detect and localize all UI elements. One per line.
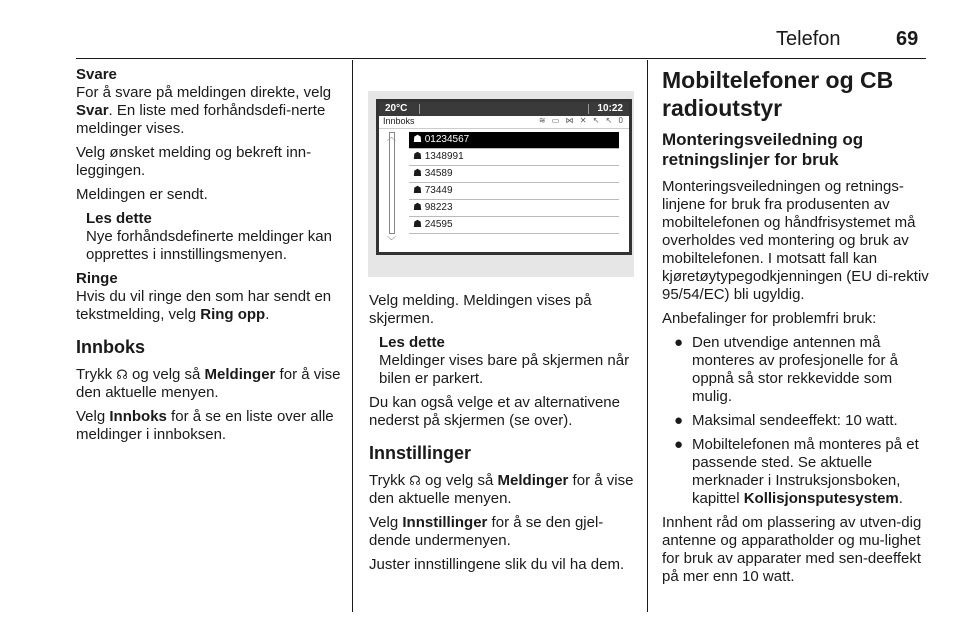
message-row[interactable]	[409, 217, 619, 234]
innstillinger-paragraph-2	[369, 514, 637, 550]
message-list	[409, 132, 619, 234]
screen-title-bar	[379, 116, 629, 129]
contact-icon: ☗	[413, 202, 425, 213]
contact-icon: ☗	[413, 151, 425, 162]
innboks-heading: Innboks	[76, 337, 146, 357]
list-item-text: Mobiltelefonen må monteres på et passende sted. Se aktuelle merknader i Instruksjonsboken, kapittel	[692, 436, 919, 507]
screen-status-bar	[379, 102, 629, 116]
contact-icon: ☗	[413, 185, 425, 196]
message-sender: 98223	[424, 202, 453, 213]
running-header-title: Telefon	[776, 28, 841, 50]
note-box	[86, 210, 342, 264]
divider	[588, 104, 589, 114]
message-row[interactable]	[409, 132, 619, 149]
innstillinger-heading: Innstillinger	[369, 443, 472, 463]
text: og velg så	[127, 366, 205, 383]
middle-column	[369, 292, 637, 580]
phone-icon: ☊	[409, 473, 421, 488]
text: .	[265, 306, 270, 323]
status-icons: ≋ ▭ ⋈ ✕ ↖ ↖ 0	[538, 116, 625, 125]
ring-opp-term: Ring opp	[200, 306, 266, 323]
svare-paragraph-1	[76, 84, 342, 138]
svare-heading: Svare	[76, 66, 117, 83]
scroll-up-icon[interactable]: ︿	[387, 132, 397, 142]
text: for å se en liste over alle meldinger i innboksen.	[76, 408, 334, 443]
note-heading: Les dette	[86, 210, 152, 227]
contact-icon: ☗	[413, 168, 425, 179]
message-row[interactable]	[409, 183, 619, 200]
inbox-screenshot-figure	[368, 91, 634, 277]
text: Hvis du vil ringe den som har sendt en tekstmelding, velg	[76, 288, 332, 323]
middle-paragraph-2: Du kan også velge et av alternativene nederst på skjermen (se over).	[369, 394, 620, 429]
text: for å se den gjel-dende undermenyen.	[369, 514, 604, 549]
message-row[interactable]	[409, 149, 619, 166]
text: Velg	[76, 408, 110, 425]
scroll-down-icon[interactable]: ﹀	[387, 236, 397, 246]
message-sender: 34589	[424, 168, 453, 179]
note-heading: Les dette	[379, 334, 445, 351]
note-body: Nye forhåndsdefinerte meldinger kan opprettes i innstillingsmenyen.	[86, 228, 332, 263]
message-sender: 1348991	[424, 151, 464, 162]
list-item	[662, 436, 932, 508]
temperature-display: 20°C	[385, 103, 408, 114]
svare-paragraph-2: Velg ønsket melding og bekreft inn-leggingen.	[76, 144, 312, 179]
contact-icon: ☗	[413, 219, 425, 230]
text: og velg så	[420, 472, 498, 489]
text: For å svare på meldingen direkte, velg	[76, 84, 332, 101]
text: Trykk	[76, 366, 117, 383]
message-row[interactable]	[409, 166, 619, 183]
clock-display: 10:22	[597, 103, 623, 114]
section-svare	[76, 66, 342, 264]
bullet-icon: ●	[674, 436, 684, 453]
right-column	[662, 66, 932, 592]
text: for å vise den aktuelle menyen.	[369, 472, 634, 507]
list-item-text: Maksimal sendeeffekt: 10 watt.	[692, 412, 898, 429]
meldinger-term: Meldinger	[204, 366, 276, 383]
bullet-icon: ●	[674, 412, 684, 429]
header-rule	[76, 58, 926, 59]
section-ringe	[76, 270, 342, 324]
message-sender: 01234567	[424, 134, 470, 145]
innboks-paragraph-2	[76, 408, 342, 444]
text: . En liste med forhåndsdefi-nerte meldinger vises.	[76, 102, 326, 137]
meldinger-term: Meldinger	[497, 472, 569, 489]
innboks-paragraph-1	[76, 366, 342, 402]
text: .	[898, 490, 903, 507]
column-divider-right	[647, 60, 648, 612]
innboks-term: Innboks	[109, 408, 167, 425]
note-body: Meldinger vises bare på skjermen når bilen er parkert.	[379, 352, 630, 387]
bullet-icon: ●	[674, 334, 684, 351]
list-item-text: Den utvendige antennen må monteres av profesjonelle for å oppnå så stor rekkevidde som mulig.	[692, 334, 898, 405]
section-title: Mobiltelefoner og CB radioutstyr	[662, 67, 894, 121]
message-row[interactable]	[409, 200, 619, 217]
ringe-heading: Ringe	[76, 270, 118, 287]
recommendations-list	[662, 334, 932, 508]
svar-term: Svar	[76, 102, 109, 119]
phone-icon: ☊	[116, 367, 128, 382]
list-item	[662, 412, 932, 430]
innstillinger-paragraph-3: Juster innstillingene slik du vil ha dem.	[369, 556, 625, 573]
page-number: 69	[896, 28, 919, 50]
innstillinger-paragraph-1	[369, 472, 637, 508]
right-paragraph-2: Anbefalinger for problemfri bruk:	[662, 310, 877, 327]
right-paragraph-3: Innhent råd om plassering av utven-dig antenne og apparatholder og mu-lighet for bruk av apparater med sen-deeffekt på mer enn 10 watt.	[662, 514, 922, 585]
column-divider-left	[352, 60, 353, 612]
inbox-label: Innboks	[383, 116, 415, 126]
message-sender: 24595	[424, 219, 453, 230]
contact-icon: ☗	[413, 134, 425, 145]
message-sender: 73449	[424, 185, 453, 196]
right-paragraph-1: Monteringsveiledningen og retnings-linjene for bruk fra produsenten av mobiltelefonen og håndfrisystemet må overholdes ved montering og bruk av mobiltelefonen. I motsatt fall kan kjøretøytypegodkjenningen (EU di-rektiv 95/54/EC) bli ugyldig.	[662, 178, 929, 303]
innstillinger-term: Innstillinger	[402, 514, 488, 531]
subsection-title: Monteringsveiledning og retningslinjer for bruk	[662, 130, 864, 169]
ringe-paragraph	[76, 288, 342, 324]
section-innboks	[76, 336, 342, 444]
divider	[419, 104, 420, 114]
text: for å vise den aktuelle menyen.	[76, 366, 341, 401]
text: Trykk	[369, 472, 410, 489]
scrollbar[interactable]	[389, 132, 395, 234]
middle-paragraph-1: Velg melding. Meldingen vises på skjermen.	[369, 292, 592, 327]
list-item	[662, 334, 932, 406]
note-box	[379, 334, 637, 388]
svare-paragraph-3: Meldingen er sendt.	[76, 186, 208, 203]
infotainment-screen	[376, 99, 632, 255]
kollisjonsputesystem-term: Kollisjonsputesystem	[743, 490, 899, 507]
text: Velg	[369, 514, 403, 531]
left-column	[76, 66, 342, 450]
